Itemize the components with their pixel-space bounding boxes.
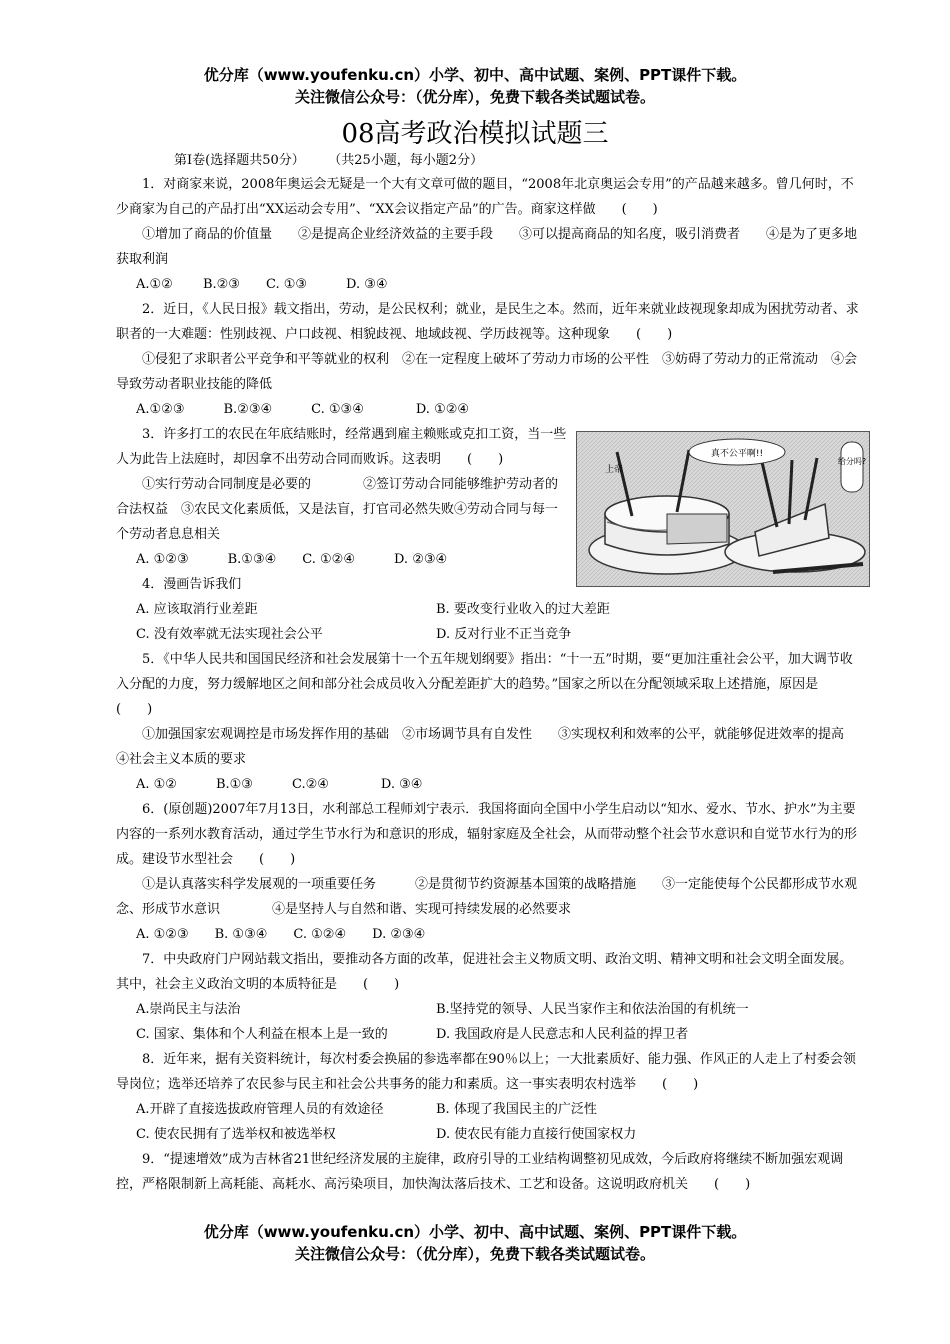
speech-left: 真不公平啊!! bbox=[710, 449, 764, 459]
question-5-stem: 5．《中华人民共和国国民经济和社会发展第十一个五年规划纲要》指出：“十一五”时期，要“更加注重社会公平，加大调节收入分配的力度，努力缓解地区之间和部分社会成员收入分配差距扩大的趋势。”国家之所以在分配领域采取上述措施，原因是 ( ) bbox=[116, 652, 853, 717]
question-7-option-c: C. 国家、集体和个人利益在根本上是一致的 bbox=[136, 1027, 388, 1042]
question-2-items: ①侵犯了求职者公平竞争和平等就业的权利 ②在一定程度上破坏了劳动力市场的公平性 ③妨碍了劳动力的正常流动 ④会导致劳动者职业技能的降低 bbox=[116, 352, 858, 392]
question-6-choices: A. ①②③ B. ①③④ C. ①②④ D. ②③④ bbox=[136, 927, 426, 942]
question-7-options-row-1 bbox=[116, 997, 862, 1022]
question-9-stem: 9．“提速增效”成为吉林省21世纪经济发展的主旋律，政府引导的工业结构调整初见成效，今后政府将继续不断加强宏观调控，严格限制新上高耗能、高耗水、高污染项目，加快淘汰落后技术、工艺和设备。这说明政府机关 ( ) bbox=[116, 1152, 844, 1192]
cartoon-image bbox=[576, 431, 870, 587]
exam-title: 08高考政治模拟试题三 bbox=[341, 119, 609, 149]
question-5-choices: A. ①② B.①③ C.②④ D. ③④ bbox=[136, 777, 423, 792]
header-line-2: 关注微信公众号：（优分库），免费下载各类试题试卷。 bbox=[294, 88, 655, 106]
question-4-stem: 4．漫画告诉我们 bbox=[142, 577, 242, 592]
question-2-choices: A.①②③ B.②③④ C. ①③④ D. ①②④ bbox=[136, 402, 470, 417]
top-header bbox=[0, 64, 950, 108]
speech-right: 给分吗? bbox=[837, 457, 867, 466]
question-3-items: ①实行劳动合同制度是必要的 ②签订劳动合同能够维护劳动者的合法权益 ③农民文化素质低，又是法盲，打官司必然失败④劳动合同与每一个劳动者息息相关 bbox=[116, 477, 559, 542]
question-4-option-c: C. 没有效率就无法实现社会公平 bbox=[136, 627, 323, 642]
question-3-stem: 3．许多打工的农民在年底结账时，经常遇到雇主赖账或克扣工资，当一些人为此告上法庭时，却因拿不出劳动合同而败诉。这表明 ( ) bbox=[116, 427, 567, 467]
cartoon-drawing bbox=[577, 432, 869, 586]
question-6-items: ①是认真落实科学发展观的一项重要任务 ②是贯彻节约资源基本国策的战略措施 ③一定能使每个公民都形成节水观念、形成节水意识 ④是坚持人与自然和谐、实现可持续发展的必然要求 bbox=[116, 877, 858, 917]
question-8-option-d: D. 使农民有能力直接行使国家权力 bbox=[436, 1127, 637, 1142]
question-5-items: ①加强国家宏观调控是市场发挥作用的基础 ②市场调节具有自发性 ③实现权利和效率的公平，就能够促进效率的提高 ④社会主义本质的要求 bbox=[116, 727, 871, 767]
question-1-stem: 1．对商家来说，2008年奥运会无疑是一个大有文章可做的题目，“2008年北京奥运会专用”的产品越来越多。曾几何时，不少商家为自己的产品打出“XX运动会专用”、“XX会议指定产品”的广告。商家这样做 ( ) bbox=[116, 177, 854, 217]
question-8-option-c: C. 使农民拥有了选举权和被选举权 bbox=[136, 1127, 336, 1142]
part-note: （共25小题，每小题2分） bbox=[334, 153, 484, 168]
question-list bbox=[116, 172, 871, 1197]
question-7-option-a: A.崇尚民主与法治 bbox=[136, 1002, 241, 1017]
question-8-stem: 8．近年来，据有关资料统计，每次村委会换届的参选率都在90％以上；一大批素质好、能力强、作风正的人走上了村委会领导岗位；选举还培养了农民参与民主和社会公共事务的能力和素质。这一事实表明农村选举 ( ) bbox=[116, 1052, 856, 1092]
question-1-choices: A.①② B.②③ C. ①③ D. ③④ bbox=[136, 277, 388, 292]
part-label: 第Ⅰ卷(选择题共50分） bbox=[174, 153, 305, 168]
cartoon-sign: 上帝 bbox=[605, 465, 624, 475]
question-3-choices: A. ①②③ B.①③④ C. ①②④ D. ②③④ bbox=[136, 552, 448, 567]
question-7-options-row-2 bbox=[116, 1022, 862, 1047]
question-6-stem: 6．(原创题)2007年7月13日，水利部总工程师刘宁表示．我国将面向全国中小学生启动以“知水、爱水、节水、护水”为主要内容的一系列水教育活动，通过学生节水行为和意识的形成，辐射家庭及全社会，从而带动整个社会节水意识和自觉节水行为的形成。建设节水型社会 ( ) bbox=[116, 802, 858, 867]
question-4-option-d: D. 反对行业不正当竞争 bbox=[436, 627, 572, 642]
question-7-option-b: B.坚持党的领导、人民当家作主和依法治国的有机统一 bbox=[436, 1002, 749, 1017]
header-line-1: 优分库（www.youfenku.cn）小学、初中、高中试题、案例、PPT课件下载。 bbox=[203, 66, 747, 84]
question-7-option-d: D. 我国政府是人民意志和人民利益的捍卫者 bbox=[436, 1027, 689, 1042]
question-8-options-row-2 bbox=[116, 1122, 862, 1147]
footer-line-1: 优分库（www.youfenku.cn）小学、初中、高中试题、案例、PPT课件下载。 bbox=[203, 1223, 747, 1241]
question-2-stem: 2．近日，《人民日报》载文指出，劳动，是公民权利；就业，是民生之本。然而，近年来就业歧视现象却成为困扰劳动者、求职者的一大难题：性别歧视、户口歧视、相貌歧视、地域歧视、学历歧视等。这种现象 ( ) bbox=[116, 302, 859, 342]
question-4-option-a: A. 应该取消行业差距 bbox=[136, 602, 258, 617]
question-8-options-row-1 bbox=[116, 1097, 862, 1122]
footer-line-2: 关注微信公众号：（优分库），免费下载各类试题试卷。 bbox=[294, 1245, 655, 1263]
question-8-option-a: A.开辟了直接选拔政府管理人员的有效途径 bbox=[136, 1102, 384, 1117]
question-4-option-b: B. 要改变行业收入的过大差距 bbox=[436, 602, 610, 617]
question-1-items: ①增加了商品的价值量 ②是提高企业经济效益的主要手段 ③可以提高商品的知名度，吸引消费者 ④是为了更多地获取利润 bbox=[116, 227, 858, 267]
question-8-option-b: B. 体现了我国民主的广泛性 bbox=[436, 1102, 597, 1117]
bottom-header bbox=[0, 1221, 950, 1265]
question-7-stem: 7．中央政府门户网站载文指出，要推动各方面的改革，促进社会主义物质文明、政治文明、精神文明和社会文明全面发展。其中，社会主义政治文明的本质特征是 ( ) bbox=[116, 952, 853, 992]
question-4-options-row-2 bbox=[116, 622, 862, 647]
question-4-options-row-1 bbox=[116, 597, 862, 622]
section-subtitle bbox=[174, 152, 483, 170]
